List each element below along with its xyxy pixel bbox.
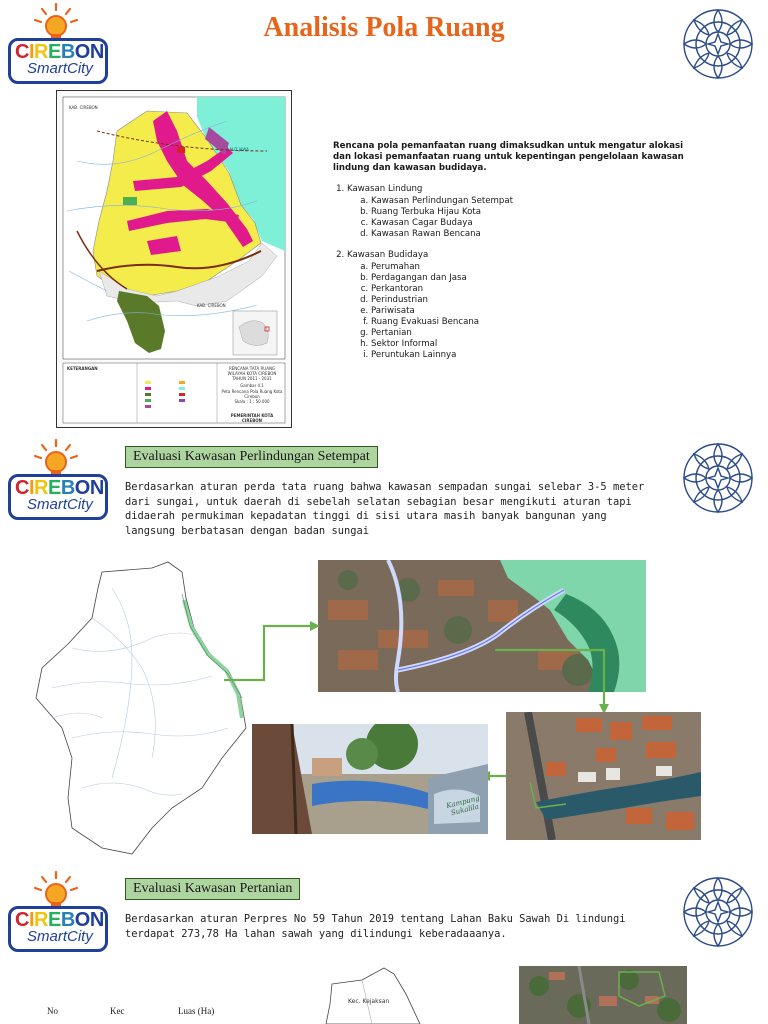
list-item: b. Ruang Terbuka Hijau Kota [371, 207, 688, 218]
list-item: d. Kawasan Rawan Bencana [371, 229, 688, 240]
list-item: a. Perumahan [371, 262, 688, 273]
logo-word-top: CIREBON [15, 477, 104, 499]
zone-group-lindung: 1. Kawasan Lindung a. Kawasan Perlindungan Setempat b. Ruang Terbuka Hijau Kota c. Kawasan Cagar Budaya d. Kawasan Rawan Bencana [347, 184, 688, 240]
intro-paragraph: Rencana pola pemanfaatan ruang dimaksudkan untuk mengatur alokasi dan lokasi pemanfaatan ruang untuk kepentingan pengelolaan kawasan lindung dan kawasan budidaya. [333, 141, 684, 173]
list-item: f. Ruang Evakuasi Bencana [371, 317, 688, 328]
map-label-kab-cirebon-south: KAB. CIREBON [197, 303, 226, 308]
logo-word-bottom: SmartCity [27, 496, 93, 513]
section-title-pertanian: Evaluasi Kawasan Pertanian [125, 878, 300, 900]
district-outline-map [322, 964, 432, 1024]
map-agency: PEMERINTAH KOTA CIREBON [230, 413, 274, 423]
list-item: e. Pariwisata [371, 306, 688, 317]
list-item: d. Perindustrian [371, 295, 688, 306]
list-item: g. Pertanian [371, 328, 688, 339]
page-title: Analisis Pola Ruang [263, 12, 505, 43]
logo-word-bottom: SmartCity [27, 928, 93, 945]
intro-block [333, 141, 688, 371]
satellite-photo-river-south [506, 712, 701, 840]
mural-text: Kampung Sukalila [445, 794, 481, 818]
zone-group-budidaya: 2. Kawasan Budidaya a. Perumahan b. Perdagangan dan Jasa c. Perkantoran d. Perindustrian e. Pariwisata f. Ruang Evakuasi Bencana g. Pertanian h. Sektor Informal i. Peruntukan Lainnya [347, 250, 688, 361]
university-seal-icon [680, 6, 756, 82]
map-legend-title: KETERANGAN [67, 366, 98, 371]
cirebon-smartcity-logo [6, 438, 106, 516]
logo-word-top: CIREBON [15, 41, 104, 63]
section-text-perlindungan: Berdasarkan aturan perda tata ruang bahwa kawasan sempadan sungai selebar 3-5 meter dari sungai, untuk daerah di sebelah selatan sebagian besar mengikuti aturan tapi didaerah permukiman kepadatan tinggi di sisi utara masih banyak bangunan yang langsung berbatasan dengan badan sungai [125, 481, 645, 537]
logo-word-top: CIREBON [15, 909, 104, 931]
map-header: RENCANA TATA RUANG WILAYAH KOTA CIREBON TAHUN 2011 - 2031 [227, 366, 277, 381]
spatial-pattern-map [56, 90, 292, 428]
satellite-photo-farmland [519, 966, 687, 1024]
logo-word-bottom: SmartCity [27, 60, 93, 77]
cirebon-smartcity-logo [6, 870, 106, 948]
list-item: c. Perkantoran [371, 284, 688, 295]
map-label-laut-jawa: LAUT JAWA [227, 147, 249, 152]
university-seal-icon [680, 440, 756, 516]
university-seal-icon [680, 874, 756, 950]
section-text-pertanian: Berdasarkan aturan Perpres No 59 Tahun 2019 tentang Lahan Baku Sawah Di lindungi terdapat 273,78 Ha lahan sawah yang dilindungi keberadaaanya. [125, 913, 626, 940]
map-scale: Skala : 1 : 50.000 [234, 399, 270, 404]
zone-list [333, 184, 688, 361]
list-item: h. Sektor Informal [371, 339, 688, 350]
section-title-perlindungan: Evaluasi Kawasan Perlindungan Setempat [125, 446, 378, 468]
list-item: c. Kawasan Cagar Budaya [371, 218, 688, 229]
street-photo-riverbank [252, 724, 488, 834]
district-label-kejaksan: Kec. Kejaksan [348, 998, 390, 1005]
map-sheet: Gambar 4.1 [240, 383, 264, 388]
cirebon-smartcity-logo [6, 2, 106, 80]
list-item: a. Kawasan Perlindungan Setempat [371, 196, 688, 207]
list-item: i. Peruntukan Lainnya [371, 350, 688, 361]
table-header-luas: Luas (Ha) [178, 1006, 215, 1016]
table-header-no: No [47, 1006, 58, 1016]
table-header-kec: Kec [110, 1006, 125, 1016]
map-name: Peta Rencana Pola Ruang Kota Cirebon [221, 389, 283, 399]
list-item: b. Perdagangan dan Jasa [371, 273, 688, 284]
map-label-kab-cirebon-north: KAB. CIREBON [69, 105, 98, 110]
